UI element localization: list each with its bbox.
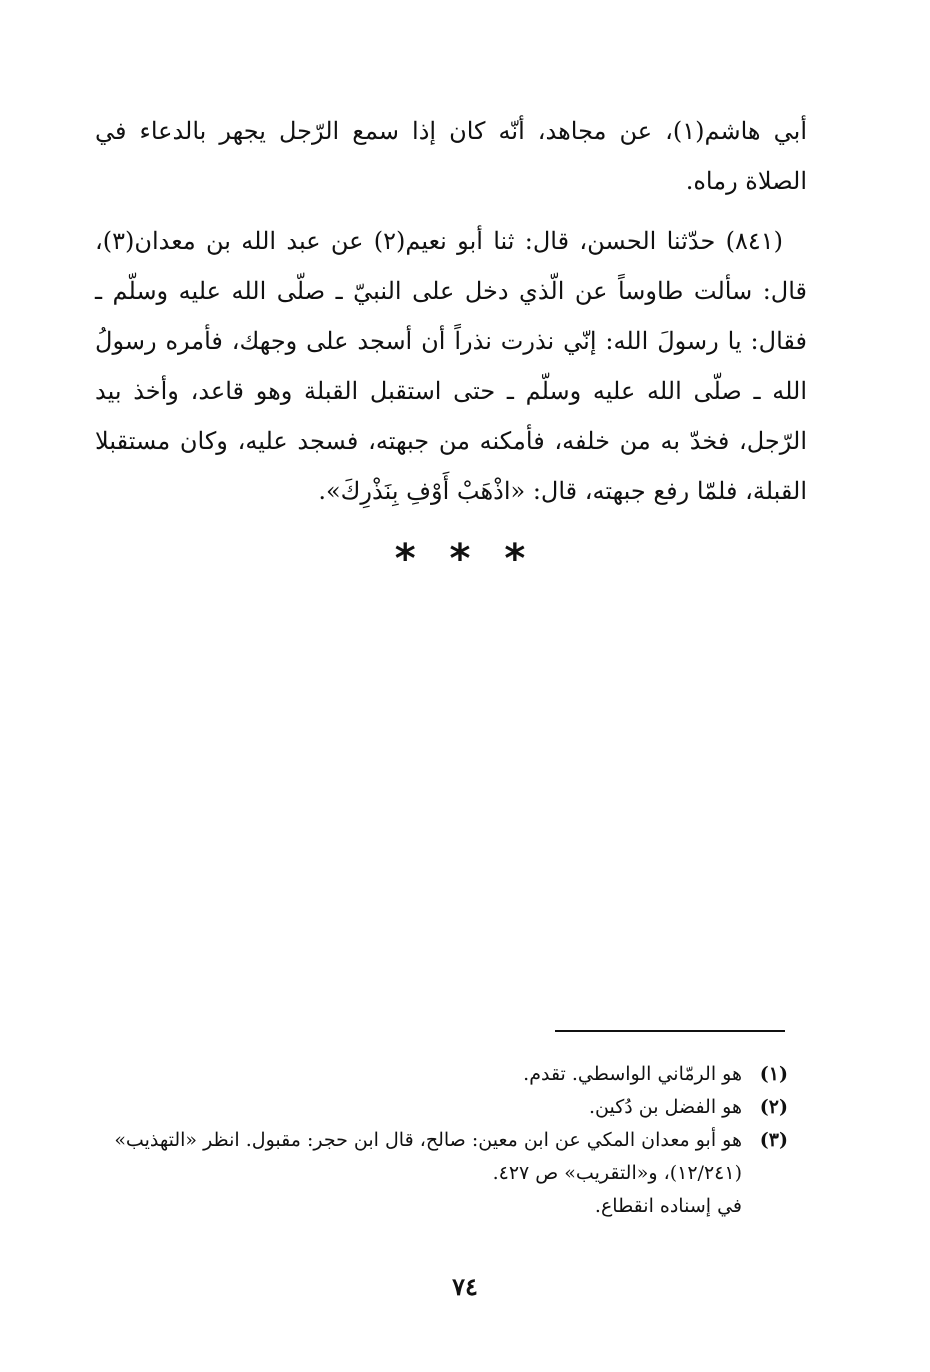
footnote-line: في إسناده انقطاع.	[594, 1195, 742, 1217]
footnote-1	[90, 1058, 788, 1091]
footnote-number: (٢)	[759, 1096, 788, 1118]
paragraph-1: أبي هاشم(١)، عن مجاهد، أنّه كان إذا سمع الرّجل يجهر بالدعاء في الصلاة رماه.	[95, 117, 807, 195]
footnotes	[90, 1058, 788, 1223]
footnote-number: (١)	[759, 1063, 788, 1085]
main-text	[95, 106, 807, 516]
section-separator: * * *	[394, 536, 536, 582]
footnote-number: (٣)	[759, 1129, 788, 1151]
footnote-2	[90, 1091, 788, 1124]
footnote-line: هو الفضل بن دُكين.	[589, 1096, 742, 1118]
footnote-text	[90, 1091, 742, 1124]
footnote-divider	[555, 1030, 785, 1032]
footnote-3	[90, 1124, 788, 1223]
footnote-text	[90, 1124, 742, 1223]
footnote-line: هو الرمّاني الواسطي. تقدم.	[523, 1063, 742, 1085]
footnote-line: هو أبو معدان المكي عن ابن معين: صالح، قال ابن حجر: مقبول. انظر «التهذيب»	[114, 1129, 742, 1151]
footnote-text	[90, 1058, 742, 1091]
paragraph-2-hadith-841: (٨٤١) حدّثنا الحسن، قال: ثنا أبو نعيم(٢) عن عبد الله بن معدان(٣)، قال: سألت طاوساً عن الّذي دخل على النبيّ ـ صلّى الله عليه وسلّم ـ فقال: يا رسولَ الله: إنّي نذرت نذراً أن أسجد على وجهك، فأمره رسولُ الله ـ صلّى الله عليه وسلّم ـ حتى استقبل القبلة وهو قاعد، وأخذ بيد الرّجل، فخدّ به من خلفه، فأمكنه من جبهته، فسجد عليه، وكان مستقبلا القبلة، فلمّا رفع جبهته، قال: «اذْهَبْ أَوْفِ بِنَذْرِكَ».	[95, 227, 807, 505]
footnote-line: (١٢/٢٤١)، و«التقريب» ص ٤٢٧.	[492, 1162, 742, 1184]
page-number: ٧٤	[452, 1272, 478, 1301]
